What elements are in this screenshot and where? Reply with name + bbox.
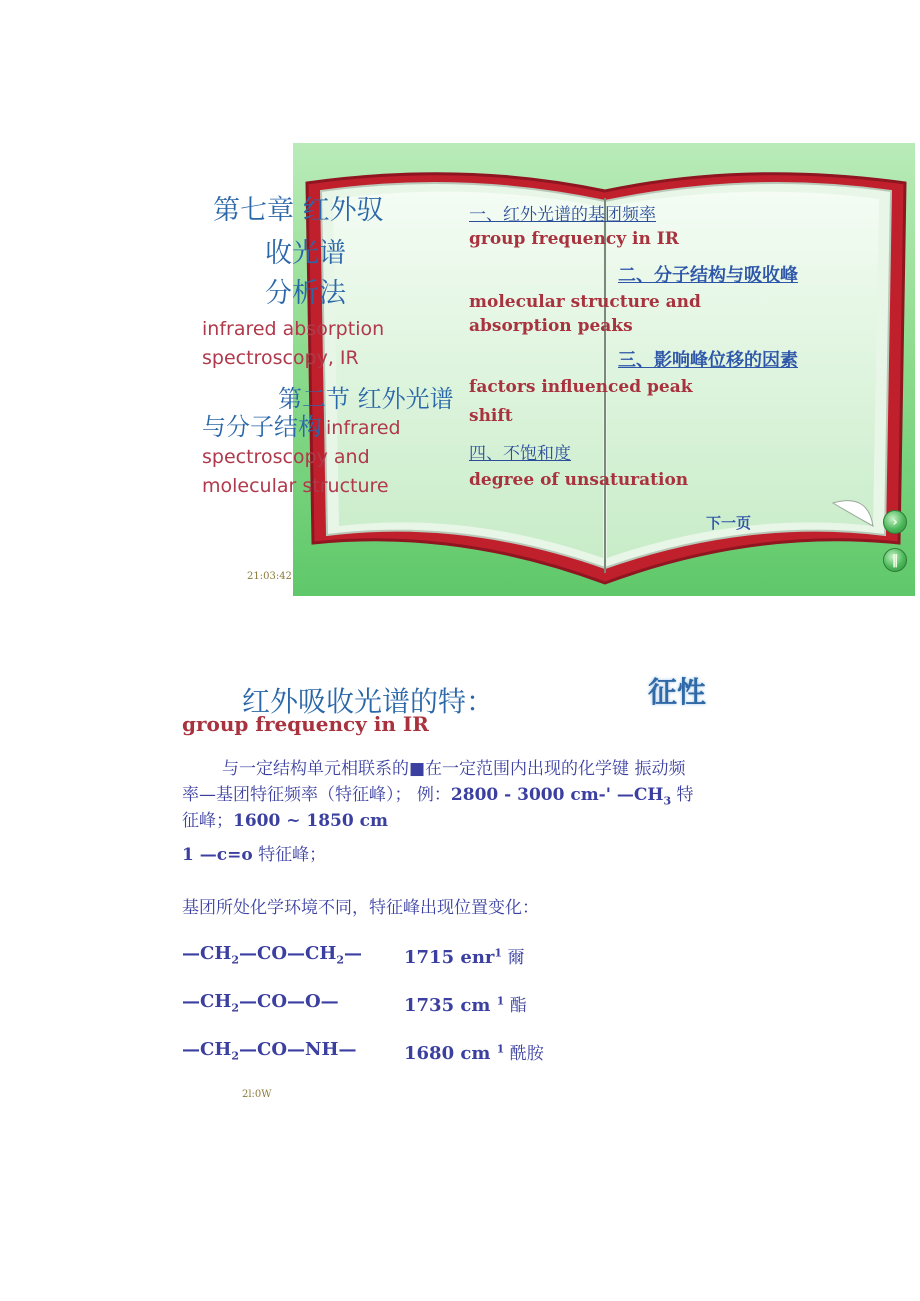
toc-english-2b: absorption peaks: [469, 316, 633, 336]
example-ketone-formula: $—CH_2—CO—CH_2—$: [182, 943, 362, 967]
chapter-title-line-3: 分析法: [265, 278, 346, 309]
example-ketone-frequency: 1715 enr$^1$ 爾: [404, 946, 525, 968]
chapter-title-line-2: 收光谱: [265, 238, 346, 269]
chapter-title-line-1: 第七章 红外驭: [213, 195, 384, 226]
slide2-english-subtitle: group frequency in IR: [182, 712, 429, 736]
definition-line-2: 率—基团特征频率（特征峰）； 例：2800 - 3000 cm-' $—CH_3$ 特: [182, 785, 694, 808]
section-title-line-2: 与分子结构: [202, 413, 322, 441]
section-english-inline: infrared: [326, 417, 401, 439]
toc-english-1: group frequency in IR: [469, 229, 679, 249]
slide1-timestamp: 21:03:42: [247, 571, 292, 582]
slide2-timestamp: 2l:0W: [242, 1089, 272, 1100]
toc-link-3[interactable]: 三、影响峰位移的因素: [618, 350, 798, 371]
definition-line-3: 征峰；1600 ~ 1850 cm: [182, 811, 388, 831]
example-amide-frequency: 1680 cm $^1$ 酰胺: [404, 1042, 544, 1064]
toc-link-1[interactable]: 一、红外光谱的基团频率: [469, 205, 656, 225]
toc-link-2[interactable]: 二、分子结构与吸收峰: [618, 265, 798, 286]
section-english-line-2: molecular structure: [202, 475, 389, 497]
example-ester-formula: $—CH_2—CO—O—$: [182, 991, 339, 1015]
section-title-line-1: 第二节 红外光谱: [278, 385, 454, 413]
end-icon[interactable]: ‖: [883, 548, 907, 572]
toc-english-3b: shift: [469, 406, 513, 426]
toc-english-2a: molecular structure and: [469, 292, 701, 312]
toc-english-3a: factors influenced peak: [469, 377, 693, 397]
chapter-english-line-1: infrared absorption: [202, 318, 385, 340]
definition-line-1: 与一定结构单元相联系的■在一定范围内出现的化学键 振动频: [222, 759, 686, 779]
chapter-english-line-2: spectroscopy, IR: [202, 347, 359, 369]
definition-line-4: 1 —c=o 特征峰；: [182, 845, 327, 865]
section-english-line-1: spectroscopy and: [202, 446, 370, 468]
toc-english-4: degree of unsaturation: [469, 470, 689, 490]
next-page-button[interactable]: 下一页: [706, 514, 752, 532]
slide2-title: 红外吸收光谱的特：: [242, 685, 495, 718]
slide2-title-badge: 征性: [648, 675, 707, 709]
next-arrow-icon[interactable]: ›: [883, 510, 907, 534]
toc-link-4[interactable]: 四、不饱和度: [469, 444, 571, 464]
example-amide-formula: $—CH_2—CO—NH—$: [182, 1039, 357, 1063]
chemical-environment-note: 基团所处化学环境不同，特征峰出现位置变化：: [182, 898, 539, 918]
example-ester-frequency: 1735 cm $^1$ 酯: [404, 994, 527, 1016]
